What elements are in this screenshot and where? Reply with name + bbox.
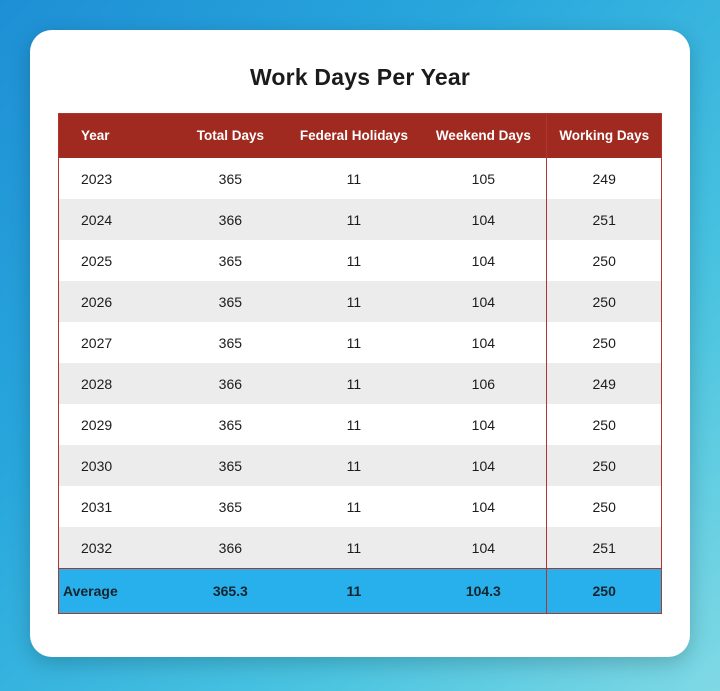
table-card	[30, 30, 690, 657]
cell-weekend-days: 106	[420, 363, 547, 404]
cell-summary-total-days: 365.3	[173, 569, 288, 614]
cell-working-days: 250	[547, 240, 662, 281]
cell-summary-label: Average	[59, 569, 174, 614]
cell-weekend-days: 104	[420, 281, 547, 322]
cell-weekend-days: 105	[420, 158, 547, 199]
cell-summary-working-days: 250	[547, 569, 662, 614]
cell-total-days: 365	[173, 322, 288, 363]
cell-total-days: 365	[173, 281, 288, 322]
cell-weekend-days: 104	[420, 404, 547, 445]
cell-working-days: 250	[547, 281, 662, 322]
column-header-year: Year	[59, 114, 174, 159]
cell-federal-holidays: 11	[288, 240, 421, 281]
cell-working-days: 250	[547, 445, 662, 486]
cell-federal-holidays: 11	[288, 199, 421, 240]
cell-total-days: 365	[173, 240, 288, 281]
cell-year: 2025	[59, 240, 174, 281]
cell-working-days: 249	[547, 363, 662, 404]
table-header	[59, 114, 662, 159]
cell-year: 2031	[59, 486, 174, 527]
card-bottom-spacer	[58, 614, 662, 657]
work-days-table	[58, 113, 662, 614]
cell-weekend-days: 104	[420, 199, 547, 240]
cell-federal-holidays: 11	[288, 404, 421, 445]
cell-weekend-days: 104	[420, 445, 547, 486]
cell-year: 2030	[59, 445, 174, 486]
table-summary-row	[59, 569, 662, 614]
table-row	[59, 158, 662, 199]
table-row	[59, 281, 662, 322]
cell-working-days: 251	[547, 199, 662, 240]
table-row	[59, 322, 662, 363]
cell-working-days: 250	[547, 486, 662, 527]
cell-total-days: 366	[173, 527, 288, 569]
cell-working-days: 250	[547, 322, 662, 363]
cell-summary-weekend-days: 104.3	[420, 569, 547, 614]
cell-weekend-days: 104	[420, 240, 547, 281]
cell-federal-holidays: 11	[288, 281, 421, 322]
cell-year: 2026	[59, 281, 174, 322]
cell-summary-federal-holidays: 11	[288, 569, 421, 614]
table-row	[59, 404, 662, 445]
cell-working-days: 250	[547, 404, 662, 445]
cell-federal-holidays: 11	[288, 363, 421, 404]
cell-total-days: 365	[173, 158, 288, 199]
table-row	[59, 363, 662, 404]
cell-working-days: 249	[547, 158, 662, 199]
column-header-weekend-days: Weekend Days	[420, 114, 547, 159]
cell-total-days: 366	[173, 363, 288, 404]
cell-weekend-days: 104	[420, 486, 547, 527]
column-header-federal-holidays: Federal Holidays	[288, 114, 421, 159]
table-body	[59, 158, 662, 614]
cell-year: 2027	[59, 322, 174, 363]
cell-federal-holidays: 11	[288, 322, 421, 363]
cell-total-days: 365	[173, 404, 288, 445]
table-row	[59, 240, 662, 281]
cell-weekend-days: 104	[420, 527, 547, 569]
cell-year: 2023	[59, 158, 174, 199]
cell-federal-holidays: 11	[288, 445, 421, 486]
cell-federal-holidays: 11	[288, 527, 421, 569]
column-header-working-days: Working Days	[547, 114, 662, 159]
cell-working-days: 251	[547, 527, 662, 569]
table-header-row	[59, 114, 662, 159]
table-row	[59, 486, 662, 527]
cell-year: 2032	[59, 527, 174, 569]
cell-weekend-days: 104	[420, 322, 547, 363]
table-row	[59, 527, 662, 569]
cell-total-days: 365	[173, 445, 288, 486]
cell-federal-holidays: 11	[288, 158, 421, 199]
cell-federal-holidays: 11	[288, 486, 421, 527]
table-row	[59, 445, 662, 486]
table-row	[59, 199, 662, 240]
cell-year: 2028	[59, 363, 174, 404]
cell-total-days: 366	[173, 199, 288, 240]
column-header-total-days: Total Days	[173, 114, 288, 159]
cell-year: 2029	[59, 404, 174, 445]
page-title: Work Days Per Year	[249, 64, 471, 90]
cell-total-days: 365	[173, 486, 288, 527]
cell-year: 2024	[59, 199, 174, 240]
